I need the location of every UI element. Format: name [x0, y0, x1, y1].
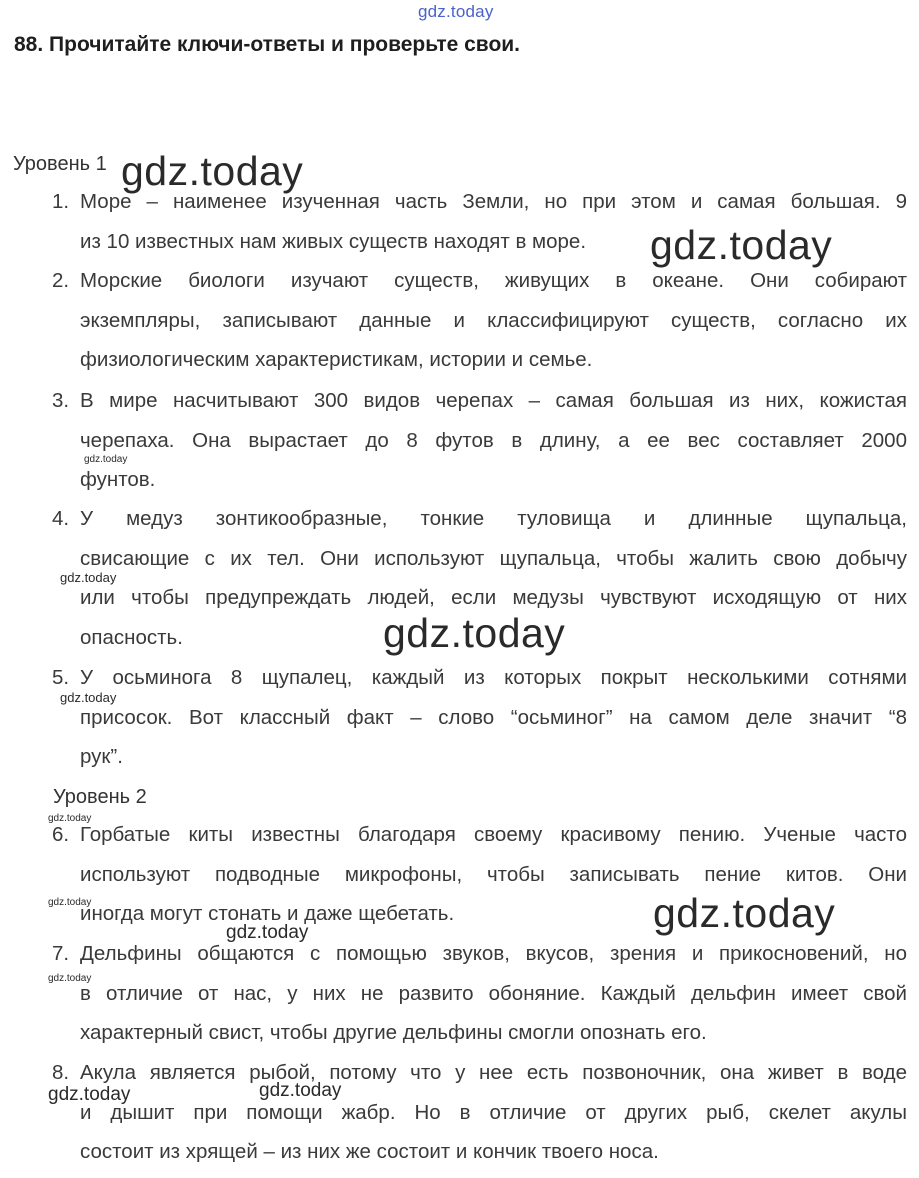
item-number: 2.	[52, 269, 70, 292]
item-line: характерный свист, чтобы другие дельфины смогли опознать его.	[80, 1021, 707, 1044]
item-line: Горбатые киты известны благодаря своему красивому пению. Ученые часто	[80, 823, 907, 846]
site-header-watermark: gdz.today	[418, 2, 494, 21]
item-line: используют подводные микрофоны, чтобы записывать пение китов. Они	[80, 862, 907, 886]
answer-item-3	[52, 381, 907, 500]
watermark: gdz.today	[121, 148, 304, 194]
item-line: Акула является рыбой, потому что у нее есть позвоночник, она живет в воде	[80, 1061, 907, 1084]
item-line: иногда могут стонать и даже щебетать.	[80, 902, 455, 925]
item-line: Дельфины общаются с помощью звуков, вкусов, зрения и прикосновений, но	[80, 942, 907, 965]
item-line: Море – наименее изученная часть Земли, но при этом и самая большая. 9	[80, 190, 907, 213]
answer-item-5	[52, 658, 907, 777]
item-line: физиологическим характеристикам, истории и семье.	[80, 348, 593, 371]
item-number: 3.	[52, 389, 70, 412]
answer-item-8	[52, 1053, 907, 1172]
watermark: gdz.today	[84, 454, 128, 465]
watermark: gdz.today	[48, 973, 92, 984]
item-line: состоит из хрящей – из них же состоит и кончик твоего носа.	[80, 1140, 659, 1163]
item-line: в отличие от нас, у них не развито обоняние. Каждый дельфин имеет свой	[80, 981, 907, 1005]
item-line: У медуз зонтикообразные, тонкие туловища и длинные щупальца,	[80, 507, 907, 530]
item-line: Морские биологи изучают существ, живущих в океане. Они собирают	[80, 269, 907, 292]
item-line: из 10 известных нам живых существ находят в море.	[80, 229, 587, 253]
item-line: экземпляры, записывают данные и классифицируют существ, согласно их	[80, 308, 907, 332]
level-1-label: Уровень 1	[13, 153, 107, 175]
item-line: присосок. Вот классный факт – слово “осьминог” на самом деле значит “8	[80, 705, 907, 729]
item-line: или чтобы предупреждать людей, если медузы чувствуют исходящую от них	[80, 586, 907, 609]
watermark: gdz.today	[60, 570, 117, 585]
watermark: gdz.today	[383, 610, 566, 656]
watermark: gdz.today	[650, 222, 833, 268]
item-line: и дышит при помощи жабр. Но в отличие от других рыб, скелет акулы	[80, 1100, 907, 1124]
item-number: 5.	[52, 666, 70, 689]
watermark: gdz.today	[48, 1084, 131, 1105]
answer-item-2	[52, 261, 907, 380]
watermark: gdz.today	[259, 1080, 342, 1101]
watermark: gdz.today	[48, 813, 92, 824]
item-number: 8.	[52, 1061, 70, 1084]
item-number: 1.	[52, 190, 70, 213]
task-title: 88. Прочитайте ключи-ответы и проверьте свои.	[14, 33, 521, 56]
item-number: 6.	[52, 823, 70, 846]
answer-item-7	[52, 934, 907, 1053]
item-number: 7.	[52, 942, 70, 965]
item-line: черепаха. Она вырастает до 8 футов в длину, а ее вес составляет 2000	[80, 428, 907, 452]
item-line: У осьминога 8 щупалец, каждый из которых покрыт несколькими сотнями	[80, 666, 907, 689]
item-line: фунтов.	[80, 468, 156, 491]
watermark: gdz.today	[48, 897, 92, 908]
watermark: gdz.today	[60, 690, 117, 705]
level-2-label: Уровень 2	[53, 786, 147, 808]
item-number: 4.	[52, 507, 70, 530]
watermark: gdz.today	[226, 922, 309, 943]
item-line: опасность.	[80, 625, 183, 649]
item-line: В мире насчитывают 300 видов черепах – самая большая из них, кожистая	[80, 389, 907, 412]
item-line: свисающие с их тел. Они используют щупальца, чтобы жалить свою добычу	[80, 546, 907, 570]
watermark: gdz.today	[653, 890, 836, 936]
item-line: рук”.	[80, 745, 123, 768]
